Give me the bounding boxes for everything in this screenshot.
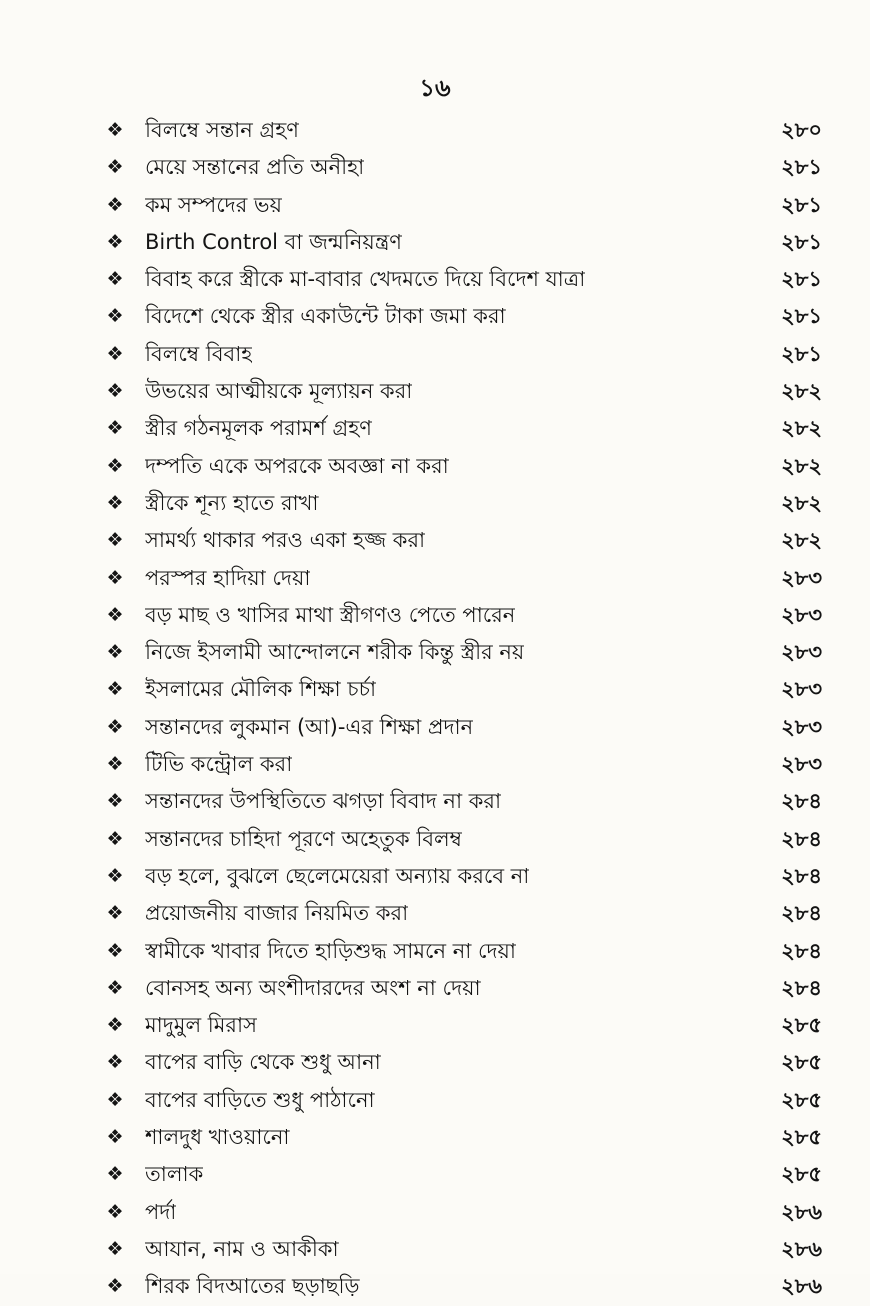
diamond-bullet-icon: ❖ [106, 1200, 124, 1223]
diamond-bullet-icon: ❖ [106, 342, 124, 365]
toc-entry [0, 112, 870, 149]
toc-entry-title: নিজে ইসলামী আন্দোলনে শরীক কিন্তু স্ত্রীর নয় [145, 640, 525, 665]
diamond-bullet-icon: ❖ [106, 417, 124, 440]
toc-entry-page-number: ২৮৪ [781, 789, 822, 814]
diamond-bullet-icon: ❖ [106, 268, 124, 291]
toc-entry [0, 671, 870, 708]
toc-entry-page-number: ২৮৬ [781, 1199, 822, 1224]
toc-entry-title: বাপের বাড়িতে শুধু পাঠানো [145, 1087, 375, 1112]
toc-entry-page-number: ২৮১ [781, 155, 822, 180]
toc-entry-page-number: ২৮২ [781, 528, 822, 553]
toc-entry [0, 783, 870, 820]
diamond-bullet-icon: ❖ [106, 678, 124, 701]
toc-entry-page-number: ২৮৬ [781, 1274, 822, 1299]
toc-entry [0, 522, 870, 559]
toc-entry [0, 1156, 870, 1193]
toc-entry-page-number: ২৮১ [781, 229, 822, 254]
diamond-bullet-icon: ❖ [106, 641, 124, 664]
toc-entry-title: টিভি কন্ট্রোল করা [145, 752, 293, 777]
toc-entry [0, 970, 870, 1007]
toc-entry-page-number: ২৮৫ [781, 1013, 822, 1038]
toc-entry [0, 933, 870, 970]
toc-entry-title: বিলম্বে বিবাহ [145, 341, 253, 366]
toc-entry-page-number: ২৮১ [781, 192, 822, 217]
toc-entry [0, 709, 870, 746]
toc-entry-page-number: ২৮২ [781, 416, 822, 441]
diamond-bullet-icon: ❖ [106, 380, 124, 403]
toc-entry [0, 1082, 870, 1119]
toc-entry-title: পরস্পর হাদিয়া দেয়া [145, 565, 311, 590]
toc-entry [0, 634, 870, 671]
diamond-bullet-icon: ❖ [106, 1126, 124, 1149]
diamond-bullet-icon: ❖ [106, 119, 124, 141]
diamond-bullet-icon: ❖ [106, 1163, 124, 1186]
toc-entry-page-number: ২৮০ [781, 118, 822, 142]
toc-entry-page-number: ২৮১ [781, 341, 822, 366]
toc-entry [0, 149, 870, 186]
toc-entry [0, 1194, 870, 1231]
diamond-bullet-icon: ❖ [106, 1051, 124, 1074]
diamond-bullet-icon: ❖ [106, 902, 124, 925]
toc-entry-title: শালদুধ খাওয়ানো [145, 1125, 290, 1150]
toc-entry [0, 1007, 870, 1044]
diamond-bullet-icon: ❖ [106, 1275, 124, 1298]
toc-entry [0, 1231, 870, 1268]
diamond-bullet-icon: ❖ [106, 230, 124, 253]
toc-entry-title: ইসলামের মৌলিক শিক্ষা চর্চা [145, 677, 377, 702]
toc-entry [0, 1119, 870, 1156]
diamond-bullet-icon: ❖ [106, 790, 124, 813]
diamond-bullet-icon: ❖ [106, 156, 124, 179]
toc-entry-page-number: ২৮৪ [781, 826, 822, 851]
diamond-bullet-icon: ❖ [106, 305, 124, 328]
toc-entry-page-number: ২৮৫ [781, 1050, 822, 1075]
toc-entry-page-number: ২৮৩ [781, 714, 822, 739]
toc-entry-page-number: ২৮৩ [781, 677, 822, 702]
toc-entry-title: তালাক [145, 1162, 204, 1187]
toc-entry [0, 187, 870, 224]
toc-entry-page-number: ২৮২ [781, 490, 822, 515]
diamond-bullet-icon: ❖ [106, 566, 124, 589]
toc-entry-page-number: ২৮১ [781, 267, 822, 292]
diamond-bullet-icon: ❖ [106, 1014, 124, 1037]
diamond-bullet-icon: ❖ [106, 1237, 124, 1260]
toc-entry-page-number: ২৮৪ [781, 901, 822, 926]
toc-entry-page-number: ২৮৩ [781, 602, 822, 627]
diamond-bullet-icon: ❖ [106, 454, 124, 477]
toc-entry [0, 485, 870, 522]
toc-entry [0, 448, 870, 485]
toc-entry [0, 858, 870, 895]
toc-entry-title: বড় হলে, বুঝলে ছেলেমেয়েরা অন্যায় করবে না [145, 863, 530, 888]
toc-entry [0, 597, 870, 634]
page-number: ১৬ [419, 73, 451, 102]
toc-entry-page-number: ২৮২ [781, 453, 822, 478]
toc-entry-title: আযান, নাম ও আকীকা [145, 1236, 339, 1261]
toc-entry-title: সন্তানদের চাহিদা পূরণে অহেতুক বিলম্ব [145, 826, 463, 851]
toc-entry-page-number: ২৮৬ [781, 1236, 822, 1261]
diamond-bullet-icon: ❖ [106, 529, 124, 552]
toc-entry-page-number: ২৮৫ [781, 1162, 822, 1187]
diamond-bullet-icon: ❖ [106, 827, 124, 850]
toc-entry-title: সামর্থ্য থাকার পরও একা হজ্জ করা [145, 528, 426, 553]
diamond-bullet-icon: ❖ [106, 939, 124, 962]
toc-entry-page-number: ২৮১ [781, 304, 822, 329]
diamond-bullet-icon: ❖ [106, 715, 124, 738]
toc-entry-page-number: ২৮৪ [781, 863, 822, 888]
toc-entry-title: প্রয়োজনীয় বাজার নিয়মিত করা [145, 901, 409, 926]
toc-entry-page-number: ২৮২ [781, 379, 822, 404]
toc-entry-page-number: ২৮৫ [781, 1087, 822, 1112]
toc-entry-title: দম্পতি একে অপরকে অবজ্ঞা না করা [145, 453, 449, 478]
toc-entry-title: মেয়ে সন্তানের প্রতি অনীহা [145, 155, 365, 180]
toc-entry-title: শিরক বিদআতের ছড়াছড়ি [145, 1274, 360, 1299]
toc-entry-page-number: ২৮৩ [781, 565, 822, 590]
toc-entry [0, 224, 870, 261]
diamond-bullet-icon: ❖ [106, 976, 124, 999]
toc-entry [0, 821, 870, 858]
diamond-bullet-icon: ❖ [106, 193, 124, 216]
toc-entry [0, 746, 870, 783]
toc-entry-title: স্ত্রীর গঠনমূলক পরামর্শ গ্রহণ [145, 416, 372, 441]
toc-entry-title: বোনসহ অন্য অংশীদারদের অংশ না দেয়া [145, 975, 481, 1000]
toc-entry-title: কম সম্পদের ভয় [145, 192, 282, 217]
toc-entry-title: বিবাহ করে স্ত্রীকে মা-বাবার খেদমতে দিয়ে বিদেশ যাত্রা [145, 267, 586, 292]
toc-entry-title: পর্দা [145, 1199, 177, 1224]
toc-entry [0, 336, 870, 373]
toc-entry-title: উভয়ের আত্মীয়কে মূল্যায়ন করা [145, 379, 413, 404]
toc-entry-title: বিদেশে থেকে স্ত্রীর একাউন্টে টাকা জমা করা [145, 304, 506, 329]
toc-entry-title: সন্তানদের উপস্থিতিতে ঝগড়া বিবাদ না করা [145, 789, 502, 814]
toc-entry-title: স্ত্রীকে শূন্য হাতে রাখা [145, 490, 319, 515]
diamond-bullet-icon: ❖ [106, 864, 124, 887]
toc-entry-page-number: ২৮৪ [781, 938, 822, 963]
toc-entry [0, 895, 870, 932]
diamond-bullet-icon: ❖ [106, 603, 124, 626]
diamond-bullet-icon: ❖ [106, 753, 124, 776]
toc-entry-title: মাদুমুল মিরাস [145, 1013, 257, 1038]
toc-entry-page-number: ২৮৩ [781, 640, 822, 665]
diamond-bullet-icon: ❖ [106, 491, 124, 514]
diamond-bullet-icon: ❖ [106, 1088, 124, 1111]
toc-entry [0, 298, 870, 335]
toc-entry [0, 373, 870, 410]
toc-entry-title: বিলম্বে সন্তান গ্রহণ [145, 118, 299, 142]
toc-entry [0, 261, 870, 298]
toc-entry-page-number: ২৮৩ [781, 752, 822, 777]
toc-entry [0, 560, 870, 597]
toc-entry-title: Birth Control বা জন্মনিয়ন্ত্রণ [145, 229, 403, 254]
toc-entry [0, 1044, 870, 1081]
toc-entry-title: বড় মাছ ও খাসির মাথা স্ত্রীগণও পেতে পারেন [145, 602, 516, 627]
toc-entry-page-number: ২৮৪ [781, 975, 822, 1000]
table-of-contents [0, 112, 870, 1306]
toc-entry-title: সন্তানদের লুকমান (আ)-এর শিক্ষা প্রদান [145, 714, 474, 739]
toc-entry-title: স্বামীকে খাবার দিতে হাড়িশুদ্ধ সামনে না দেয়া [145, 938, 517, 963]
toc-entry-page-number: ২৮৫ [781, 1125, 822, 1150]
toc-entry-title: বাপের বাড়ি থেকে শুধু আনা [145, 1050, 381, 1075]
toc-entry [0, 410, 870, 447]
